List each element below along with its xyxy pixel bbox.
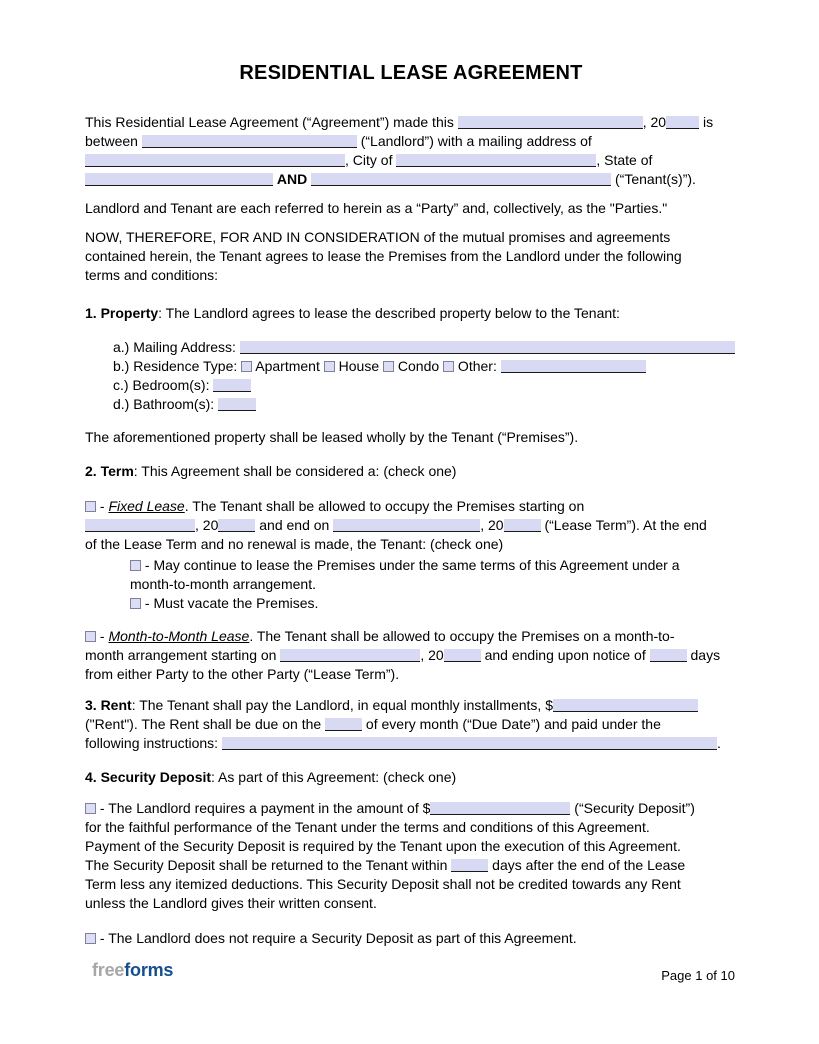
text-line <box>85 428 737 447</box>
section-3-rent <box>85 696 737 753</box>
other-checkbox[interactable] <box>443 361 454 372</box>
text-line <box>113 357 737 376</box>
text-run: - <box>96 498 109 514</box>
lease-start-date-field[interactable] <box>85 519 195 532</box>
month-to-month-option <box>85 627 737 684</box>
text-run: - The Landlord requires a payment in the amount of $ <box>96 800 431 816</box>
rent-amount-field[interactable] <box>553 699 698 712</box>
text-run: 1. Property <box>85 305 159 321</box>
security-deposit-required-checkbox[interactable] <box>85 803 96 814</box>
text-run: days after the end of the Lease <box>488 857 686 873</box>
text-line <box>130 575 737 594</box>
text-line <box>113 376 737 395</box>
section-4-security-deposit-heading <box>85 768 737 787</box>
consideration-clause <box>85 228 737 285</box>
text-run: (“Security Deposit”) <box>570 800 695 816</box>
text-line <box>85 462 737 481</box>
section-2-term-heading <box>85 462 737 481</box>
text-line <box>85 151 737 170</box>
text-run: from either Party to the other Party (“Lease Term”). <box>85 666 400 682</box>
text-run: month arrangement starting on <box>85 647 281 663</box>
security-deposit-required-option <box>85 799 737 913</box>
text-line <box>85 894 737 913</box>
text-run: : The Landlord agrees to lease the described property below to the Tenant: <box>158 305 620 321</box>
text-run: Fixed Lease <box>108 498 185 514</box>
tenant-names-field[interactable] <box>311 173 611 186</box>
text-line <box>85 696 737 715</box>
mtm-start-date-field[interactable] <box>280 649 420 662</box>
text-run: , 20 <box>480 517 504 533</box>
text-line <box>85 646 737 665</box>
text-run: d.) Bathroom(s): <box>113 396 219 412</box>
text-line <box>85 768 737 787</box>
text-run: Other: <box>454 358 501 374</box>
text-line <box>85 875 737 894</box>
text-line <box>85 132 737 151</box>
text-run: and end on <box>255 517 334 533</box>
text-run: c.) Bedroom(s): <box>113 377 214 393</box>
document-blocks <box>85 113 737 948</box>
mailing-address-field[interactable] <box>240 341 735 354</box>
text-line <box>85 304 737 323</box>
text-run: - The Landlord does not require a Security Deposit as part of this Agreement. <box>96 930 577 946</box>
page-number-label: Page 1 of 10 <box>661 968 735 983</box>
text-run: : As part of this Agreement: (check one) <box>211 769 457 785</box>
document-body <box>85 62 737 948</box>
text-run: 4. Security Deposit <box>85 769 212 785</box>
text-line <box>85 170 737 189</box>
text-line <box>85 497 737 516</box>
text-run: b.) Residence Type: <box>113 358 242 374</box>
text-run: , 20 <box>642 114 667 130</box>
text-run: (“Lease Term”). At the end <box>540 517 707 533</box>
security-deposit-amount-field[interactable] <box>430 802 570 815</box>
text-run: AND <box>276 171 308 187</box>
text-line <box>85 837 737 856</box>
text-run: 2. Term <box>85 463 134 479</box>
freeforms-logo <box>92 960 173 981</box>
property-details-list <box>85 338 737 414</box>
notice-days-field[interactable] <box>650 649 687 662</box>
text-run: - <box>96 628 109 644</box>
text-run: a.) Mailing Address: <box>113 339 240 355</box>
text-run: (“Tenant(s)”). <box>611 171 696 187</box>
text-line <box>85 715 737 734</box>
text-run: ("Rent"). The Rent shall be due on the <box>85 716 326 732</box>
payment-instructions-field[interactable] <box>222 737 717 750</box>
lease-end-year-field[interactable] <box>504 519 541 532</box>
text-run: Term less any itemized deductions. This Security Deposit shall not be credited towards any Rent <box>85 876 681 892</box>
text-run: : This Agreement shall be considered a: (check one) <box>133 463 457 479</box>
text-run: , State of <box>596 152 653 168</box>
text-run: month-to-month arrangement. <box>130 576 316 592</box>
landlord-name-field[interactable] <box>142 135 357 148</box>
text-run: NOW, THEREFORE, FOR AND IN CONSIDERATION of the mutual promises and agreements <box>85 229 671 245</box>
text-line <box>85 734 737 753</box>
logo-free-text: free <box>92 960 125 980</box>
security-deposit-not-required-option <box>85 929 737 948</box>
fixed-lease-sub-options <box>85 556 737 613</box>
lease-start-year-field[interactable] <box>218 519 255 532</box>
logo-forms-text: forms <box>124 960 174 980</box>
condo-checkbox[interactable] <box>383 361 394 372</box>
text-line <box>130 556 737 575</box>
text-line <box>85 799 737 818</box>
mtm-start-year-field[interactable] <box>444 649 481 662</box>
text-run: 3. Rent <box>85 697 132 713</box>
deposit-return-days-field[interactable] <box>451 859 488 872</box>
text-line <box>113 338 737 357</box>
text-run: , 20 <box>195 517 219 533</box>
text-line <box>85 627 737 646</box>
text-run: contained herein, the Tenant agrees to lease the Premises from the Landlord under the following <box>85 248 682 264</box>
fixed-lease-option <box>85 497 737 554</box>
text-line <box>85 818 737 837</box>
text-run: . The Tenant shall be allowed to occupy the Premises starting on <box>184 498 585 514</box>
text-run: of every month (“Due Date”) and paid under the <box>362 716 661 732</box>
must-vacate-checkbox[interactable] <box>130 598 141 609</box>
section-1-property-heading <box>85 304 737 323</box>
text-run: House <box>334 358 383 374</box>
text-run: for the faithful performance of the Tenant under the terms and conditions of this Agreement. <box>85 819 650 835</box>
month-to-month-checkbox[interactable] <box>85 631 96 642</box>
text-run: The aforementioned property shall be leased wholly by the Tenant (“Premises”). <box>85 429 579 445</box>
landlord-address-field[interactable] <box>85 154 345 167</box>
text-run: : The Tenant shall pay the Landlord, in equal monthly installments, $ <box>131 697 553 713</box>
text-run: is <box>699 114 714 130</box>
may-continue-checkbox[interactable] <box>130 560 141 571</box>
text-run: . <box>716 735 721 751</box>
text-line <box>130 594 737 613</box>
agreement-year-field[interactable] <box>666 116 699 129</box>
house-checkbox[interactable] <box>324 361 335 372</box>
text-line <box>85 113 737 132</box>
text-run: Landlord and Tenant are each referred to herein as a “Party” and, collectively, as the "Parties." <box>85 200 668 216</box>
text-run: unless the Landlord gives their written consent. <box>85 895 377 911</box>
text-run: Apartment <box>252 358 324 374</box>
text-run: The Security Deposit shall be returned to the Tenant within <box>85 857 452 873</box>
text-run: (“Landlord”) with a mailing address of <box>356 133 592 149</box>
text-line <box>85 516 737 535</box>
text-line <box>85 929 737 948</box>
premises-clause <box>85 428 737 447</box>
text-run: . The Tenant shall be allowed to occupy the Premises on a month-to- <box>249 628 675 644</box>
bedrooms-field[interactable] <box>213 379 251 392</box>
text-run: following instructions: <box>85 735 222 751</box>
bathrooms-field[interactable] <box>218 398 256 411</box>
text-run: Payment of the Security Deposit is required by the Tenant upon the execution of this Agreement. <box>85 838 681 854</box>
apartment-checkbox[interactable] <box>241 361 252 372</box>
fixed-lease-checkbox[interactable] <box>85 501 96 512</box>
city-field[interactable] <box>396 154 596 167</box>
other-residence-field[interactable] <box>501 360 646 373</box>
text-run: and ending upon notice of <box>480 647 650 663</box>
text-run: of the Lease Term and no renewal is made, the Tenant: (check one) <box>85 536 504 552</box>
text-line <box>85 228 737 247</box>
text-run: , 20 <box>420 647 444 663</box>
parties-clause <box>85 199 737 218</box>
text-run: between <box>85 133 142 149</box>
text-run: This Residential Lease Agreement (“Agreement”) made this <box>85 114 458 130</box>
text-run: days <box>686 647 721 663</box>
text-run: terms and conditions: <box>85 267 219 283</box>
text-line <box>85 199 737 218</box>
text-line <box>85 665 737 684</box>
agreement-day-field[interactable] <box>458 116 643 129</box>
text-run: Condo <box>394 358 444 374</box>
rent-due-day-field[interactable] <box>325 718 362 731</box>
state-field[interactable] <box>85 173 273 186</box>
text-line <box>113 395 737 414</box>
text-run: - Must vacate the Premises. <box>141 595 319 611</box>
text-line <box>85 266 737 285</box>
document-title: RESIDENTIAL LEASE AGREEMENT <box>239 62 583 84</box>
text-line <box>85 535 737 554</box>
no-security-deposit-checkbox[interactable] <box>85 933 96 944</box>
text-run: Month-to-Month Lease <box>108 628 250 644</box>
lease-end-date-field[interactable] <box>333 519 480 532</box>
intro-clause <box>85 113 737 189</box>
text-line <box>85 856 737 875</box>
text-run: , City of <box>345 152 397 168</box>
text-run: - May continue to lease the Premises under the same terms of this Agreement under a <box>141 557 680 573</box>
text-line <box>85 247 737 266</box>
